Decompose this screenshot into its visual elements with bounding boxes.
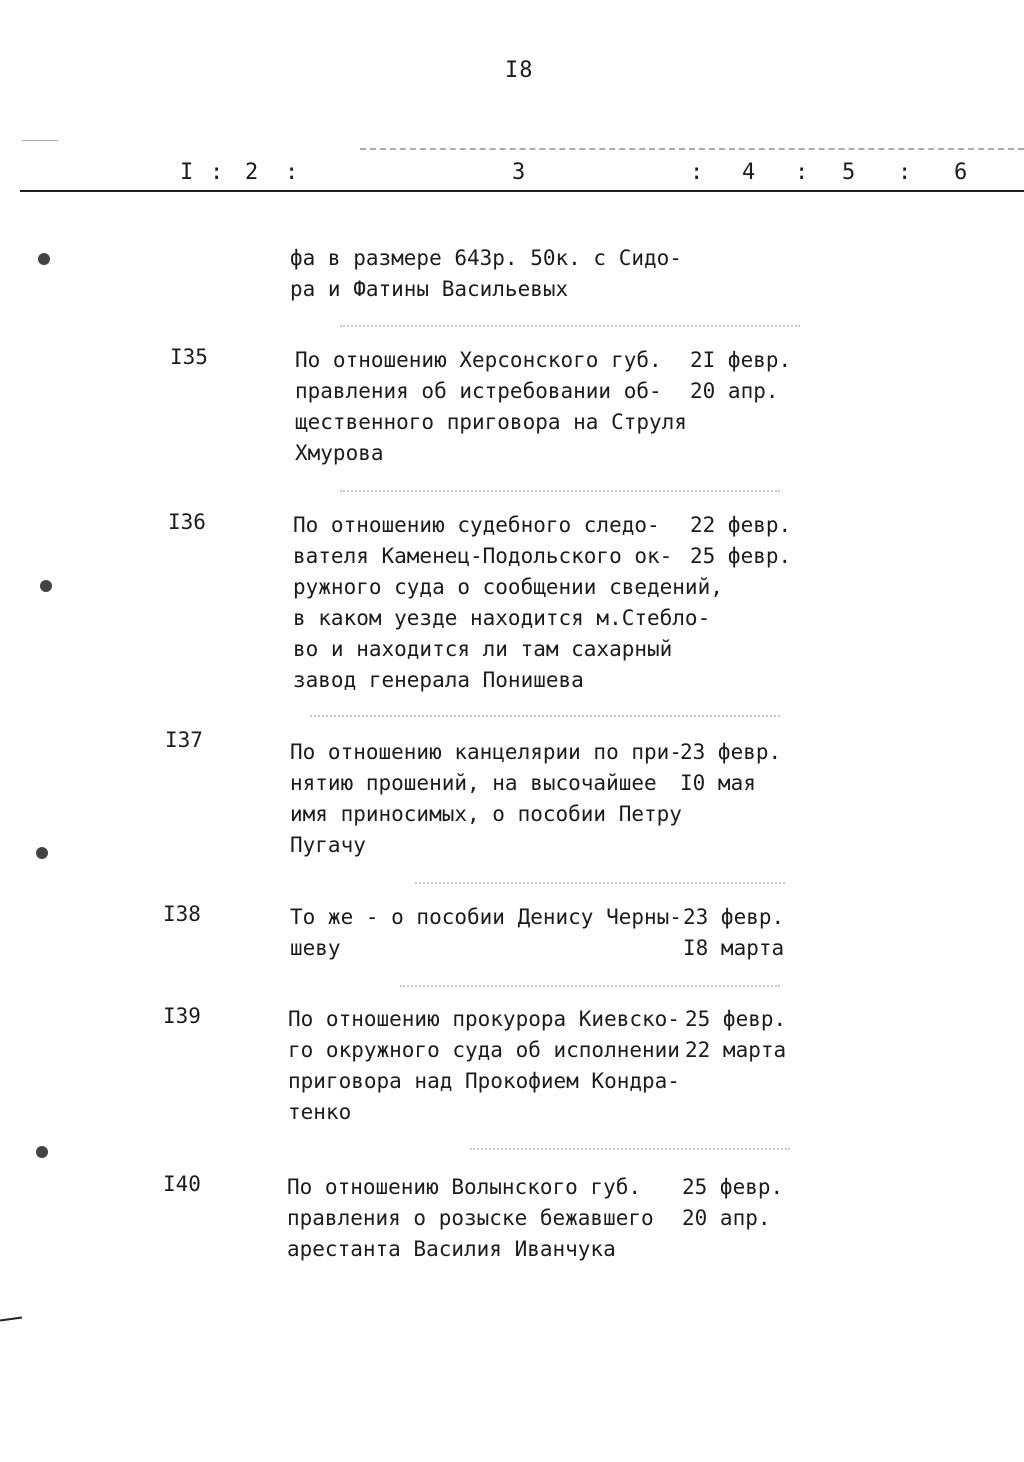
header-rule xyxy=(20,190,1024,192)
start-date: 23 февр. xyxy=(680,740,782,764)
description-line: То же - о пособии Денису Черны- xyxy=(290,905,682,929)
description-line: По отношению канцелярии по при- xyxy=(290,740,682,764)
end-date: I8 марта xyxy=(683,936,785,960)
entry-number: I35 xyxy=(170,345,208,369)
entry-separator xyxy=(400,985,780,987)
description-line: имя приносимых, о пособии Петру xyxy=(290,802,682,826)
start-date: 25 февр. xyxy=(682,1175,784,1199)
entry-description xyxy=(293,510,723,696)
entry-separator xyxy=(470,1148,790,1150)
entry-description xyxy=(290,902,690,964)
margin-stroke-mark xyxy=(0,1316,22,1321)
description-line: По отношению судебного следо- xyxy=(293,513,660,537)
description-line: приговора над Прокофием Кондра- xyxy=(288,1069,680,1093)
column-separator: : xyxy=(210,160,224,185)
description-line: ра и Фатины Васильевых xyxy=(290,277,569,301)
description-line: правления об истребовании об- xyxy=(295,379,662,403)
start-date: 25 февр. xyxy=(685,1007,787,1031)
start-date: 2I февр. xyxy=(690,348,792,372)
column-header-4: 4 xyxy=(742,160,756,185)
description-line: По отношению Волынского губ. xyxy=(287,1175,642,1199)
entry-description xyxy=(287,1172,687,1265)
description-line: шеву xyxy=(290,936,341,960)
entry-description xyxy=(290,243,690,305)
description-line: арестанта Василия Иванчука xyxy=(287,1237,616,1261)
description-line: По отношению Херсонского губ. xyxy=(295,348,662,372)
entry-separator xyxy=(310,715,780,717)
margin-mark xyxy=(22,140,58,141)
start-date: 22 февр. xyxy=(690,513,792,537)
description-line: Хмурова xyxy=(295,441,384,465)
entry-dates xyxy=(680,737,781,799)
entry-description xyxy=(295,345,695,469)
entry-dates xyxy=(683,902,784,964)
entry-number: I37 xyxy=(165,728,203,752)
punch-hole-mark xyxy=(40,580,52,592)
column-header-row xyxy=(0,160,1024,190)
punch-hole-mark xyxy=(38,253,50,265)
column-separator: : xyxy=(690,160,704,185)
end-date: 20 апр. xyxy=(682,1206,771,1230)
entry-dates xyxy=(685,1004,786,1066)
description-line: Пугачу xyxy=(290,833,366,857)
end-date: I0 мая xyxy=(680,771,756,795)
description-line: ружного суда о сообщении сведений, xyxy=(293,575,723,599)
column-header-1: I xyxy=(180,160,194,185)
page-number: I8 xyxy=(505,58,534,83)
end-date: 25 февр. xyxy=(690,544,792,568)
description-line: завод генерала Понишева xyxy=(293,668,584,692)
column-header-6: 6 xyxy=(954,160,968,185)
entry-number: I39 xyxy=(163,1004,201,1028)
entry-dates xyxy=(682,1172,783,1234)
description-line: в каком уезде находится м.Стебло- xyxy=(293,606,711,630)
description-line: фа в размере 643р. 50к. с Сидо- xyxy=(290,246,682,270)
description-line: щественного приговора на Струля xyxy=(295,410,687,434)
entry-dates xyxy=(690,510,791,572)
description-line: нятию прошений, на высочайшее xyxy=(290,771,657,795)
column-header-2: 2 xyxy=(245,160,259,185)
punch-hole-mark xyxy=(36,1146,48,1158)
entry-separator xyxy=(415,882,785,884)
entry-number: I36 xyxy=(168,510,206,534)
column-separator: : xyxy=(898,160,912,185)
entry-description xyxy=(290,737,690,861)
punch-hole-mark xyxy=(36,847,48,859)
column-header-3: 3 xyxy=(512,160,526,185)
description-line: вателя Каменец-Подольского ок- xyxy=(293,544,673,568)
column-header-5: 5 xyxy=(842,160,856,185)
entry-number: I38 xyxy=(163,902,201,926)
column-separator: : xyxy=(285,160,299,185)
description-line: го окружного суда об исполнении xyxy=(288,1038,680,1062)
entry-separator xyxy=(340,490,780,492)
entry-description xyxy=(288,1004,688,1128)
end-date: 20 апр. xyxy=(690,379,779,403)
end-date: 22 марта xyxy=(685,1038,787,1062)
column-separator: : xyxy=(795,160,809,185)
start-date: 23 февр. xyxy=(683,905,785,929)
top-rule xyxy=(360,148,1024,150)
description-line: во и находится ли там сахарный xyxy=(293,637,673,661)
entry-separator xyxy=(340,325,800,327)
description-line: тенко xyxy=(288,1100,352,1124)
entry-dates xyxy=(690,345,791,407)
description-line: По отношению прокурора Киевско- xyxy=(288,1007,680,1031)
entry-number: I40 xyxy=(163,1172,201,1196)
description-line: правления о розыске бежавшего xyxy=(287,1206,654,1230)
